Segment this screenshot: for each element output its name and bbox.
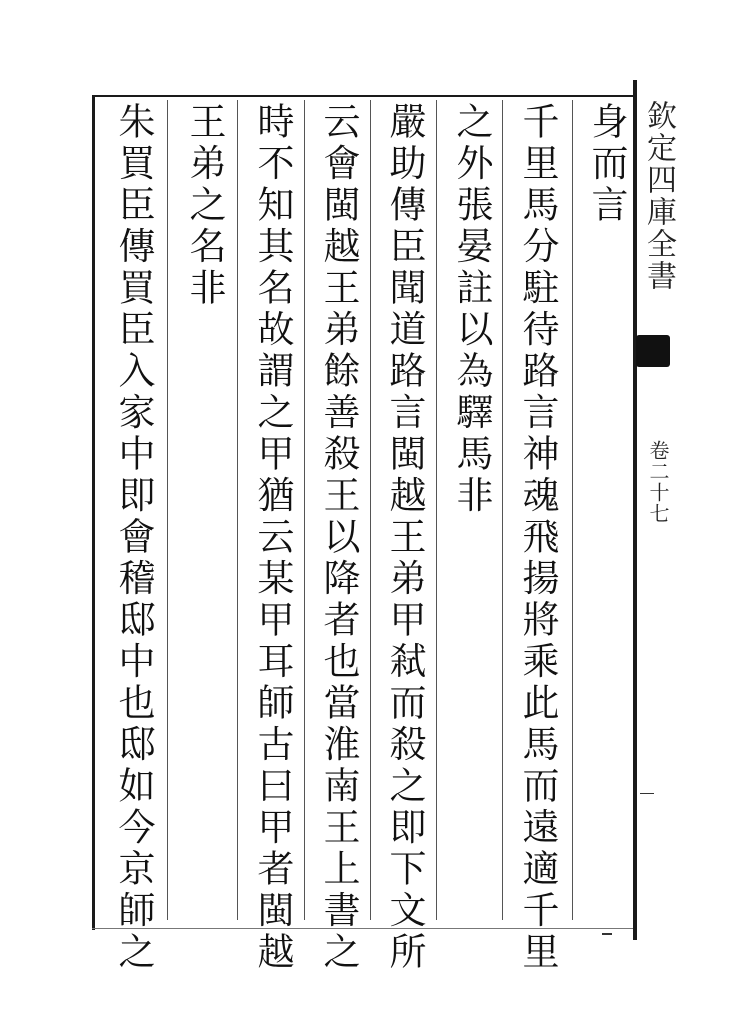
text-column: 時不知其名故謂之甲猶云某甲耳師古曰甲者閩越 bbox=[251, 102, 294, 974]
volume-number: 卷二十七 bbox=[646, 440, 670, 524]
column-divider bbox=[502, 100, 503, 920]
scan-speck bbox=[640, 793, 654, 794]
text-column: 千里馬分駐待路言神魂飛揚將乘此馬而遠適千里 bbox=[516, 102, 559, 974]
text-column: 之外張晏註以為驛馬非 bbox=[450, 102, 493, 517]
column-divider bbox=[572, 100, 573, 920]
book-title: 欽定四庫全書 bbox=[641, 100, 676, 292]
text-column: 嚴助傳臣聞道路言閩越王弟甲弒而殺之即下文所 bbox=[383, 102, 426, 974]
column-divider bbox=[237, 100, 238, 920]
frame-top-border bbox=[92, 95, 633, 97]
text-column: 云會閩越王弟餘善殺王以降者也當淮南王上書之 bbox=[317, 102, 360, 974]
scan-speck bbox=[602, 933, 612, 935]
text-column: 身而言 bbox=[585, 102, 628, 227]
frame-left-border bbox=[92, 95, 95, 930]
text-column: 朱買臣傳買臣入家中即會稽邸中也邸如今京師之 bbox=[112, 102, 155, 974]
column-divider bbox=[370, 100, 371, 920]
column-divider bbox=[304, 100, 305, 920]
column-divider bbox=[167, 100, 168, 920]
column-divider bbox=[436, 100, 437, 920]
title-ornament-block bbox=[636, 335, 670, 367]
text-column: 王弟之名非 bbox=[183, 102, 226, 310]
